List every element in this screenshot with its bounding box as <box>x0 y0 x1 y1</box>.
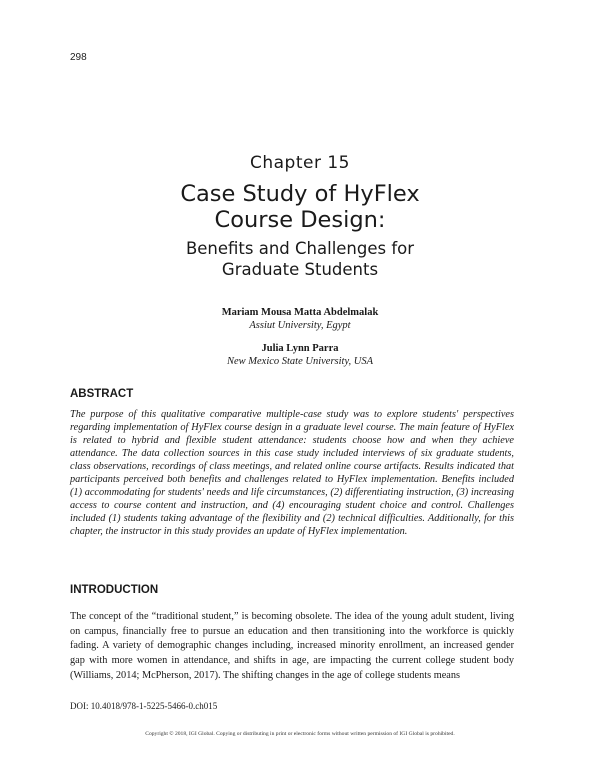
introduction-text: The concept of the “traditional student,” is becoming obsolete. The idea of the young adult student, living on campus, financially free to pursue an education and then transitioning into the workforce is quickly fading. A variety of demographic changes including, increased minority enrollment, an increased gender gap with more women in attendance, and shifts in age, are impacting the current college student body (Williams, 2014; McPherson, 2017). The shifting changes in the age of college students means <box>70 611 514 681</box>
author-affiliation: New Mexico State University, USA <box>226 356 374 367</box>
chapter-title <box>0 181 600 233</box>
abstract-text: The purpose of this qualitative comparative multiple-case study was to explore students' perspectives regarding implementation of HyFlex course design in a graduate level course. The main feature of HyFlex is related to hybrid and flexible student attendance: students choose how and when they achieve attendance. The data collection sources in this case study included interviews of six graduate students, class observations, recordings of class meetings, and related online course artifacts. Results indicated that participants perceived both benefits and challenges related to HyFlex implementation. Benefits included (1) accommodating for students' needs and life circumstances, (2) differentiating instruction, (3) increasing access to course content and instruction, and (4) encouraging student choice and control. Challenges included (1) students taking advantage of the flexibility and (2) technical difficulties. Additionally, for this chapter, the instructor in this study provides an update of HyFlex implementation. <box>70 409 514 537</box>
abstract-heading: ABSTRACT <box>70 388 134 400</box>
chapter-label: Chapter 15 <box>249 153 350 173</box>
author-name: Julia Lynn Parra <box>261 343 339 354</box>
chapter-subtitle-line-2: Graduate Students <box>221 260 379 279</box>
introduction-heading: INTRODUCTION <box>70 584 159 596</box>
chapter-subtitle-line-1: Benefits and Challenges for <box>185 239 415 258</box>
chapter-title-line-2: Course Design: <box>214 207 386 233</box>
author-affiliation: Assiut University, Egypt <box>249 320 351 331</box>
author-name: Mariam Mousa Matta Abdelmalak <box>221 307 379 318</box>
author-block <box>0 342 600 368</box>
chapter-subtitle <box>0 238 600 280</box>
chapter-title-line-1: Case Study of HyFlex <box>180 181 420 207</box>
author-block <box>0 306 600 332</box>
doi: DOI: 10.4018/978-1-5225-5466-0.ch015 <box>70 701 218 711</box>
copyright-notice: Copyright © 2018, IGI Global. Copying or distributing in print or electronic forms without written permission of IGI Global is prohibited. <box>145 731 455 737</box>
page-number: 298 <box>70 52 87 63</box>
